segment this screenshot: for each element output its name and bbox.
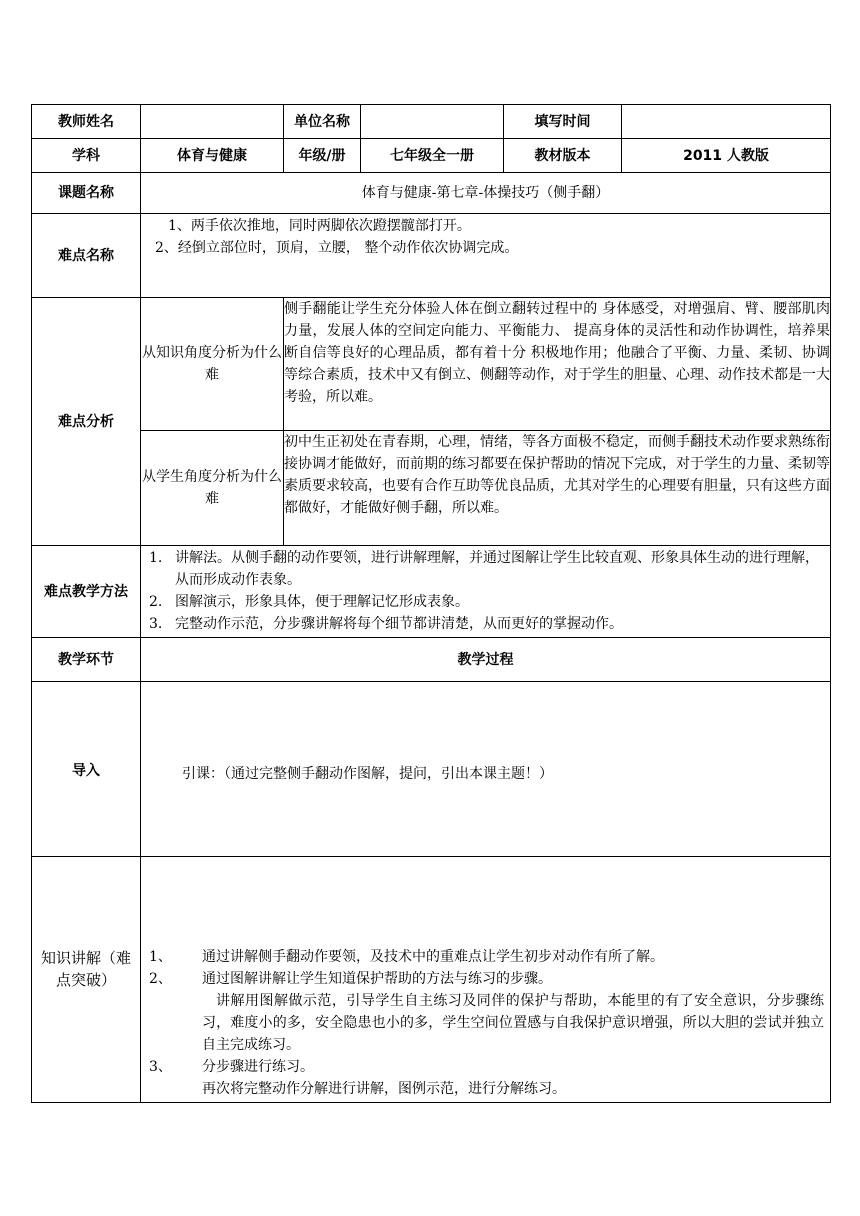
subject-label: 学科 bbox=[32, 139, 141, 173]
subject-info-row bbox=[32, 139, 831, 173]
topic-row bbox=[32, 173, 831, 214]
method-list bbox=[141, 547, 830, 635]
process-header-label: 教学过程 bbox=[141, 638, 831, 682]
edition-label: 教材版本 bbox=[504, 139, 622, 173]
knowledge-list bbox=[141, 946, 830, 1100]
method-item-text: 讲解法。从侧手翻的动作要领，进行讲解理解，并通过图解让学生比较直观、形象具体生动的进行理解，从而形成动作表象。 bbox=[175, 550, 819, 588]
grade-value: 七年级全一册 bbox=[361, 139, 504, 173]
knowledge-item-2 bbox=[149, 968, 824, 990]
grade-label: 年级/册 bbox=[284, 139, 361, 173]
knowledge-row bbox=[32, 857, 831, 1103]
intro-label: 导入 bbox=[32, 682, 141, 857]
knowledge-item-2-number: 2、 bbox=[149, 971, 172, 987]
process-header-row bbox=[32, 638, 831, 682]
analysis-label: 难点分析 bbox=[32, 298, 141, 546]
method-content bbox=[141, 546, 831, 638]
fill-time-value[interactable] bbox=[622, 105, 831, 139]
method-item-number: 2. bbox=[149, 594, 163, 610]
knowledge-label: 知识讲解（难点突破） bbox=[32, 857, 141, 1103]
difficulty-content bbox=[141, 214, 831, 298]
knowledge-item-2-text: 通过图解讲解让学生知道保护帮助的方法与练习的步骤。 bbox=[202, 971, 552, 987]
intro-row bbox=[32, 682, 831, 857]
knowledge-angle-text: 侧手翻能让学生充分体验人体在倒立翻转过程中的 身体感受，对增强肩、臂、腰部肌肉力量，发展人体的空间定向能力、平衡能力、 提高身体的灵活性和动作协调性，培养果断自信等良好的心理品质，都有着十分 积极地作用；他融合了平衡、力量、柔韧、协调等综合素质，技术中又有倒立、侧翻等动作，对于学生的胆量、心理、动作技术都是一大考验，所以难。 bbox=[284, 298, 831, 431]
topic-label: 课题名称 bbox=[32, 173, 141, 214]
knowledge-item-3-text: 分步骤进行练习。 bbox=[202, 1059, 314, 1075]
method-item bbox=[141, 613, 824, 635]
student-angle-label: 从学生角度分析为什么难 bbox=[141, 431, 284, 546]
method-row bbox=[32, 546, 831, 638]
subject-value: 体育与健康 bbox=[141, 139, 284, 173]
knowledge-item-3-detail: 再次将完整动作分解进行讲解，图例示范，进行分解练习。 bbox=[202, 1081, 566, 1097]
knowledge-item-1-text: 通过讲解侧手翻动作要领，及技术中的重难点让学生初步对动作有所了解。 bbox=[202, 949, 664, 965]
teacher-name-label: 教师姓名 bbox=[32, 105, 141, 139]
edition-value: 2011 人教版 bbox=[622, 139, 831, 173]
knowledge-angle-label: 从知识角度分析为什么难 bbox=[141, 298, 284, 431]
analysis-student-row bbox=[32, 431, 831, 546]
knowledge-item-1 bbox=[149, 946, 824, 968]
method-item-number: 1. bbox=[149, 550, 163, 566]
knowledge-item-1-number: 1、 bbox=[149, 949, 172, 965]
unit-name-label: 单位名称 bbox=[284, 105, 361, 139]
knowledge-item-3-number: 3、 bbox=[149, 1059, 172, 1075]
student-angle-text: 初中生正初处在青春期，心理，情绪，等各方面极不稳定，而侧手翻技术动作要求熟练衔接协调才能做好，而前期的练习都要在保护帮助的情况下完成，对于学生的力量、柔韧等素质要求较高，也要有合作互助等优良品质，尤其对学生的心理要有胆量，只有这些方面都做好，才能做好侧手翻，所以难。 bbox=[284, 431, 831, 546]
method-item bbox=[141, 591, 824, 613]
knowledge-item-2-paragraph: 讲解用图解做示范，引导学生自主练习及同伴的保护与帮助，本能里的有了安全意识，分步骤练习，难度小的多，安全隐患也小的多，学生空间位置感与自我保护意识增强，所以大胆的尝试并独立自主完成练习。 bbox=[202, 993, 824, 1053]
knowledge-content bbox=[141, 857, 831, 1103]
knowledge-item-3 bbox=[149, 1056, 824, 1078]
intro-text: 引课：（通过完整侧手翻动作图解，提问，引出本课主题！） bbox=[141, 682, 831, 857]
difficulty-row bbox=[32, 214, 831, 298]
lesson-design-table bbox=[31, 104, 831, 1103]
difficulty-label: 难点名称 bbox=[32, 214, 141, 298]
difficulty-line-2: 2、经倒立部位时，顶肩，立腰， 整个动作依次协调完成。 bbox=[155, 240, 519, 256]
method-item-text: 完整动作示范，分步骤讲解将每个细节都讲清楚，从而更好的掌握动作。 bbox=[175, 616, 623, 632]
difficulty-line-1: 1、两手依次推地，同时两脚依次蹬摆髋部打开。 bbox=[168, 218, 471, 234]
fill-time-label: 填写时间 bbox=[504, 105, 622, 139]
stage-header-label: 教学环节 bbox=[32, 638, 141, 682]
unit-name-value[interactable] bbox=[361, 105, 504, 139]
method-item bbox=[141, 547, 824, 591]
teacher-name-value[interactable] bbox=[141, 105, 284, 139]
method-label: 难点教学方法 bbox=[32, 546, 141, 638]
topic-value: 体育与健康-第七章-体操技巧（侧手翻） bbox=[141, 173, 831, 214]
method-item-text: 图解演示，形象具体，便于理解记忆形成表象。 bbox=[175, 594, 469, 610]
method-item-number: 3. bbox=[149, 616, 163, 632]
analysis-knowledge-row bbox=[32, 298, 831, 431]
teacher-info-row bbox=[32, 105, 831, 139]
